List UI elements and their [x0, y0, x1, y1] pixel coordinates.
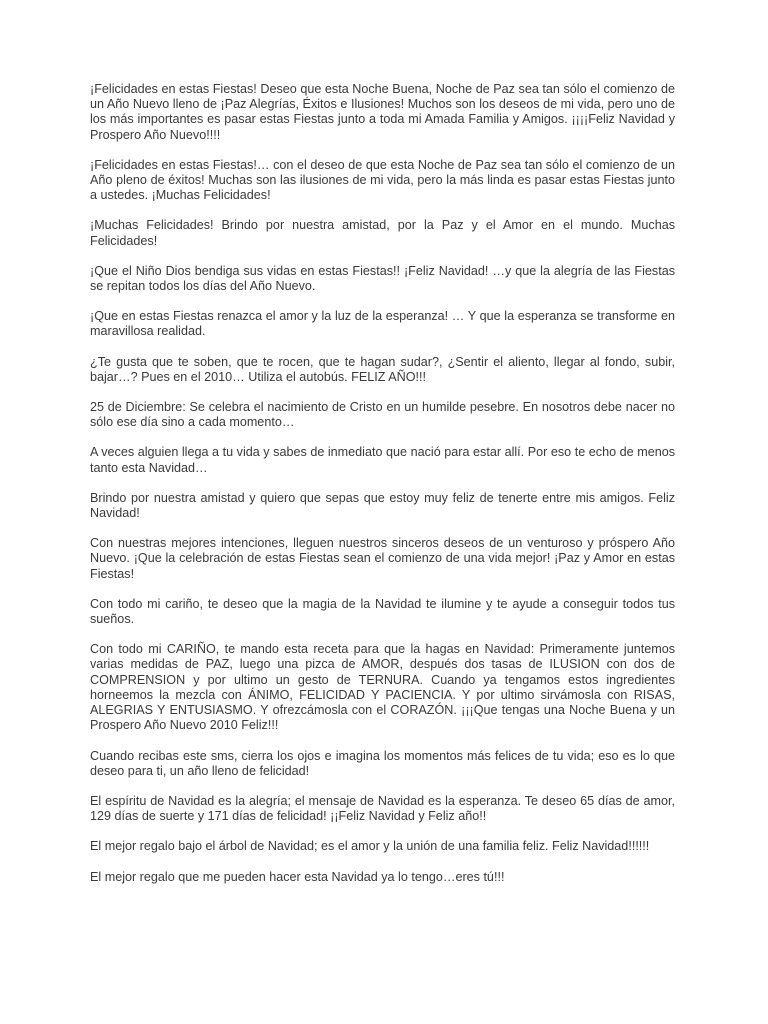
- paragraph: ¡Que en estas Fiestas renazca el amor y la luz de la esperanza! … Y que la esperanza se transforme en maravillosa realidad.: [90, 309, 675, 339]
- paragraph: ¡Felicidades en estas Fiestas! Deseo que esta Noche Buena, Noche de Paz sea tan sólo el comienzo de un Año Nuevo lleno de ¡Paz Alegrías, Éxitos e Ilusiones! Muchos son los deseos de mi vida, pero uno de los más importantes es pasar estas Fiestas junto a toda mi Amada Familia y Amigos. ¡¡¡¡Feliz Navidad y Prospero Año Nuevo!!!!: [90, 82, 675, 142]
- paragraph: El espíritu de Navidad es la alegría; el mensaje de Navidad es la esperanza. Te deseo 65 días de amor, 129 días de suerte y 171 días de felicidad! ¡¡Feliz Navidad y Feliz año!!: [90, 793, 675, 824]
- paragraph: Con nuestras mejores intenciones, lleguen nuestros sinceros deseos de un venturoso y próspero Año Nuevo. ¡Que la celebración de estas Fiestas sean el comienzo de una vida mejor! ¡Paz y Amor en estas Fiestas!: [90, 536, 675, 581]
- paragraph: 25 de Diciembre: Se celebra el nacimiento de Cristo en un humilde pesebre. En nosotros debe nacer no sólo ese día sino a cada momento…: [90, 400, 675, 430]
- paragraph: El mejor regalo bajo el árbol de Navidad; es el amor y la unión de una familia feliz. Feliz Navidad!!!!!!: [90, 839, 650, 854]
- paragraph: ¡Que el Niño Dios bendiga sus vidas en estas Fiestas!! ¡Feliz Navidad! …y que la alegría de las Fiestas se repitan todos los días del Año Nuevo.: [90, 263, 675, 294]
- paragraph: Con todo mi cariño, te deseo que la magia de la Navidad te ilumine y te ayude a conseguir todos tus sueños.: [90, 596, 675, 627]
- paragraph: El mejor regalo que me pueden hacer esta Navidad ya lo tengo…eres tú!!!: [90, 869, 505, 884]
- paragraph: ¡Muchas Felicidades! Brindo por nuestra amistad, por la Paz y el Amor en el mundo. Muchas Felicidades!: [90, 218, 675, 248]
- paragraph: ¡Felicidades en estas Fiestas!… con el deseo de que esta Noche de Paz sea tan sólo el comienzo de un Año pleno de éxitos! Muchas son las ilusiones de mi vida, pero la más linda es pasar estas Fiestas junto a ustedes. ¡Muchas Felicidades!: [90, 157, 675, 203]
- document-page: [90, 82, 675, 900]
- paragraph: Brindo por nuestra amistad y quiero que sepas que estoy muy feliz de tenerte entre mis amigos. Feliz Navidad!: [90, 490, 675, 521]
- paragraph: Con todo mi CARIÑO, te mando esta receta para que la hagas en Navidad: Primeramente juntemos varias medidas de PAZ, luego una pizca de AMOR, después dos tasas de ILUSION con dos de COMPRENSION y por ultimo un gesto de TERNURA. Cuando ya tengamos estos ingredientes horneemos la mezcla con ÁNIMO, FELICIDAD Y PACIENCIA. Y por ultimo sirvámosla con RISAS, ALEGRIAS Y ENTUSIASMO. Y ofrezcámosla con el CORAZÓN. ¡¡¡Que tengas una Noche Buena y un Prospero Año Nuevo 2010 Feliz!!!: [90, 642, 675, 733]
- paragraph: ¿Te gusta que te soben, que te rocen, que te hagan sudar?, ¿Sentir el aliento, llegar al fondo, subir, bajar…? Pues en el 2010… Utiliza el autobús. FELIZ AÑO!!!: [90, 354, 675, 384]
- paragraph: Cuando recibas este sms, cierra los ojos e imagina los momentos más felices de tu vida; eso es lo que deseo para ti, un año lleno de felicidad!: [90, 748, 675, 778]
- paragraph: A veces alguien llega a tu vida y sabes de inmediato que nació para estar allí. Por eso te echo de menos tanto esta Navidad…: [90, 445, 675, 475]
